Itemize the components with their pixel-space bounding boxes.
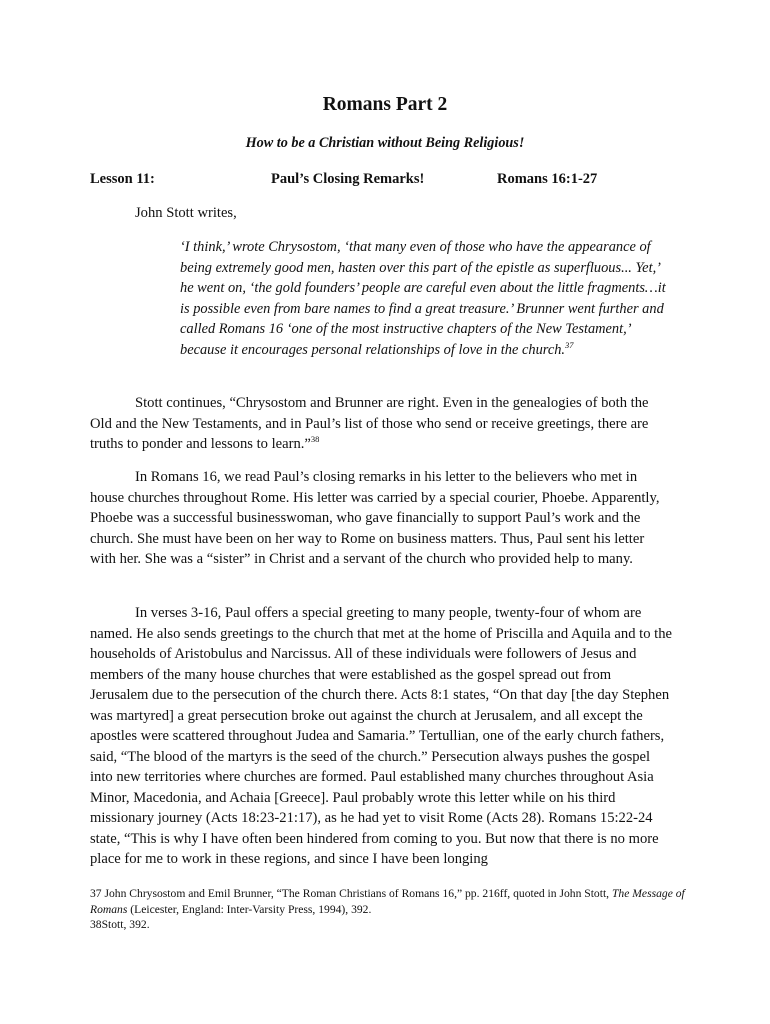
lesson-scripture-reference: Romans 16:1-27 <box>497 171 598 187</box>
intro-line: John Stott writes, <box>135 205 237 221</box>
footnote-37-text: 37 John Chrysostom and Emil Brunner, “The Roman Christians of Romans 16,” pp. 216ff, quoted in John Stott, <box>90 887 612 900</box>
block-quote <box>180 237 675 361</box>
lesson-header <box>90 171 690 191</box>
page-title: Romans Part 2 <box>322 94 448 115</box>
footnote-marker-37: 37 <box>565 339 574 350</box>
page-subtitle: How to be a Christian without Being Religious! <box>245 135 525 151</box>
footnote-37-book-title: The Message of Romans <box>90 887 685 916</box>
lesson-number: Lesson 11: <box>90 171 155 187</box>
lesson-title: Paul’s Closing Remarks! <box>271 171 425 187</box>
paragraph-stott-continues <box>90 393 672 455</box>
footnote-37 <box>90 886 690 917</box>
paragraph-phoebe: In Romans 16, we read Paul’s closing remarks in his letter to the believers who met in house churches throughout Rome. His letter was carried by a special courier, Phoebe. Apparently, Phoebe was a successful businesswoman, who gave financially to support Paul’s work and the church. She must have been on her way to Rome on business matters. Thus, Paul sent his letter with her. She was a “sister” in Christ and a servant of the church who provided help to many. <box>90 469 660 567</box>
paragraph-text: Stott continues, “Chrysostom and Brunner are right. Even in the genealogies of both the Old and the New Testaments, and in Paul’s list of those who send or receive greetings, there are truths to ponder and lessons to learn.” <box>90 395 649 452</box>
footnotes <box>90 886 690 933</box>
quote-text: ‘I think,’ wrote Chrysostom, ‘that many even of those who have the appearance of being extremely good men, hasten over this part of the epistle as superfluous... Yet,’ he went on, ‘the gold founders’ people are careful even about the little fragments…it is possible even from bare names to find a great treasure.’ Brunner went further and called Romans 16 ‘one of the most instructive chapters of the New Testament,’ because it encourages personal relationships of love in the church. <box>180 239 666 358</box>
footnote-37-publication: (Leicester, England: Inter-Varsity Press, 1994), 392. <box>127 902 372 916</box>
footnote-38: 38Stott, 392. <box>90 918 150 931</box>
footnote-marker-38: 38 <box>310 434 320 444</box>
paragraph-greetings: In verses 3-16, Paul offers a special greeting to many people, twenty-four of whom are named. He also sends greetings to the church that met at the home of Priscilla and Aquila and to the households of Aristobulus and Narcissus. All of these individuals were followers of Jesus and members of the many house churches that were established as the gospel spread out from Jerusalem due to the persecution of the church there. Acts 8:1 states, “On that day [the day Stephen was martyred] a great persecution broke out against the church at Jerusalem, and all except the apostles were scattered throughout Judea and Samaria.” Tertullian, one of the early church fathers, said, “The blood of the martyrs is the seed of the church.” Persecution always pushes the gospel into new territories where churches are formed. Paul established many churches throughout Asia Minor, Macedonia, and Achaia [Greece]. Paul probably wrote this letter while on his third missionary journey (Acts 18:23-21:17), as he had yet to visit Rome (Acts 28). Romans 15:22-24 state, “This is why I have often been hindered from coming to you. But now that there is no more place for me to work in these regions, and since I have been longing <box>90 605 672 867</box>
